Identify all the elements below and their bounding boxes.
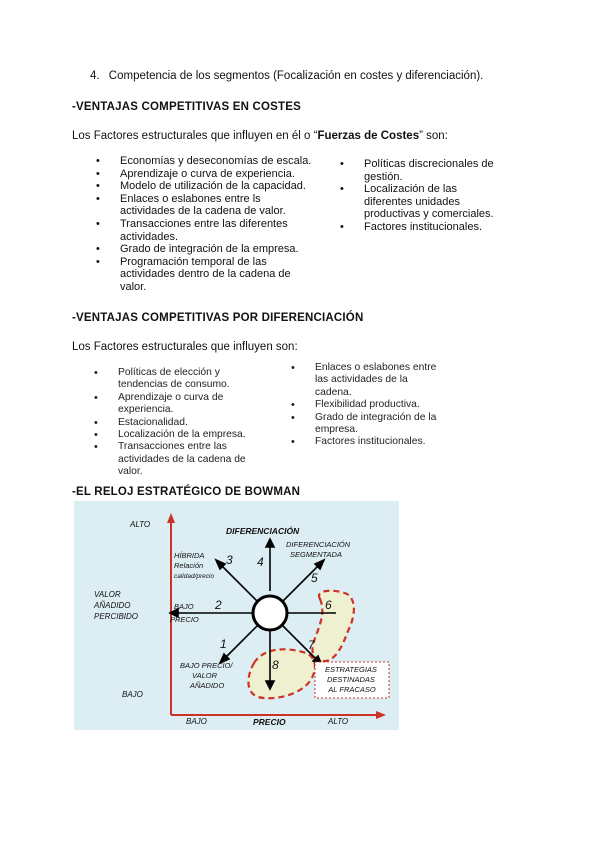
y-high-label: ALTO (130, 520, 151, 529)
bajo-precio-label-line-2: PRECIO (170, 615, 199, 624)
costes-left-list-item: • Transacciones entre las diferentes actividades. (96, 218, 318, 243)
dif-segmentada-label-line-1: DIFERENCIACIÓN (286, 540, 351, 549)
costes-right-list-item: • Localización de las diferentes unidades productivas y comerciales. (340, 183, 498, 221)
costes-left-list-item: • Modelo de utilización de la capacidad. (96, 180, 318, 193)
intro-item-number: 4. (90, 70, 100, 82)
bowman-clock-diagram (74, 501, 399, 730)
number-1: 1 (220, 637, 227, 651)
costes-left-list (96, 155, 318, 294)
number-2: 2 (215, 598, 222, 612)
hibrida-label-line-2: Relación (174, 561, 204, 570)
costes-right-list-item: • Factores institucionales. (340, 221, 498, 234)
diferenciacion-heading: -VENTAJAS COMPETITIVAS POR DIFERENCIACIÓN (72, 312, 364, 324)
bajo-precio-valor-label-line-3: AÑADIDO (190, 681, 225, 690)
fracaso-label-line-3: AL FRACASO (328, 685, 376, 694)
diferenciacion-right-list-item: • Factores institucionales. (291, 436, 447, 448)
clock-center (253, 596, 287, 630)
y-axis-title-line-2: AÑADIDO (94, 601, 131, 610)
diferenciacion-right-list-item: • Enlaces o eslabones entre las actividades de la cadena. (291, 362, 447, 399)
y-axis-title-line-1: VALOR (94, 590, 121, 599)
costes-heading: -VENTAJAS COMPETITIVAS EN COSTES (72, 101, 301, 113)
diferenciacion-left-list-item: • Aprendizaje o curva de experiencia. (94, 392, 250, 417)
x-low-label: BAJO (186, 717, 207, 726)
costes-left-list-item: • Grado de integración de la empresa. (96, 243, 318, 256)
number-4: 4 (257, 555, 264, 569)
bajo-precio-label-line-1: BAJO (174, 602, 194, 611)
hibrida-label-line-1: HÍBRIDA (174, 551, 205, 560)
fracaso-label-line-2: DESTINADAS (326, 675, 375, 684)
number-3: 3 (226, 553, 233, 567)
number-8: 8 (272, 658, 279, 672)
number-7: 7 (308, 638, 315, 652)
diferenciacion-intro: Los Factores estructurales que influyen son: (72, 341, 298, 353)
costes-right-list-item: • Políticas discrecionales de gestión. (340, 158, 498, 183)
fracaso-label-line-1: ESTRATEGIAS (324, 665, 377, 674)
costes-right-list (340, 158, 498, 234)
x-axis-title: PRECIO (253, 717, 286, 727)
bajo-precio-valor-label-line-1: BAJO PRECIO/ (180, 661, 233, 670)
costes-left-list-item: • Programación temporal de las actividades dentro de la cadena de valor. (96, 256, 318, 294)
costes-left-list-item: • Aprendizaje o curva de experiencia. (96, 168, 318, 181)
y-low-label: BAJO (122, 690, 143, 699)
diferenciacion-left-list-item: • Estacionalidad. (94, 417, 250, 429)
diferenciacion-left-list (94, 367, 250, 479)
dif-segmentada-label-line-2: SEGMENTADA (290, 550, 342, 559)
costes-intro-before: Los Factores estructurales que influyen en él o “ (72, 130, 318, 142)
fracaso-label (325, 665, 379, 694)
bajo-precio-valor-label-line-2: VALOR (192, 671, 218, 680)
diferenciacion-left-list-item: • Transacciones entre las actividades de la cadena de valor. (94, 441, 250, 478)
costes-left-list-item: • Enlaces o eslabones entre ls actividades de la cadena de valor. (96, 193, 318, 218)
number-6: 6 (325, 598, 332, 612)
diferenciacion-left-list-item: • Políticas de elección y tendencias de consumo. (94, 367, 250, 392)
y-axis-title-line-3: PERCIBIDO (94, 612, 139, 621)
costes-intro-after: ” son: (419, 130, 448, 142)
number-5: 5 (311, 571, 318, 585)
intro-item (90, 70, 483, 82)
bowman-heading: -EL RELOJ ESTRATÉGICO DE BOWMAN (72, 486, 301, 498)
diferenciacion-label: DIFERENCIACIÓN (226, 526, 300, 536)
diferenciacion-right-list-item: • Flexibilidad productiva. (291, 399, 447, 411)
diferenciacion-left-list-item: • Localización de la empresa. (94, 429, 250, 441)
x-high-label: ALTO (328, 717, 349, 726)
costes-intro (72, 130, 448, 142)
hibrida-label-line-3: calidad/precio (174, 573, 215, 580)
intro-item-text: Competencia de los segmentos (Focalización en costes y diferenciación). (108, 70, 484, 82)
costes-intro-bold: Fuerzas de Costes (317, 130, 420, 142)
costes-left-list-item: • Economías y deseconomías de escala. (96, 155, 318, 168)
diferenciacion-right-list (291, 362, 447, 449)
diferenciacion-right-list-item: • Grado de integración de la empresa. (291, 412, 447, 437)
